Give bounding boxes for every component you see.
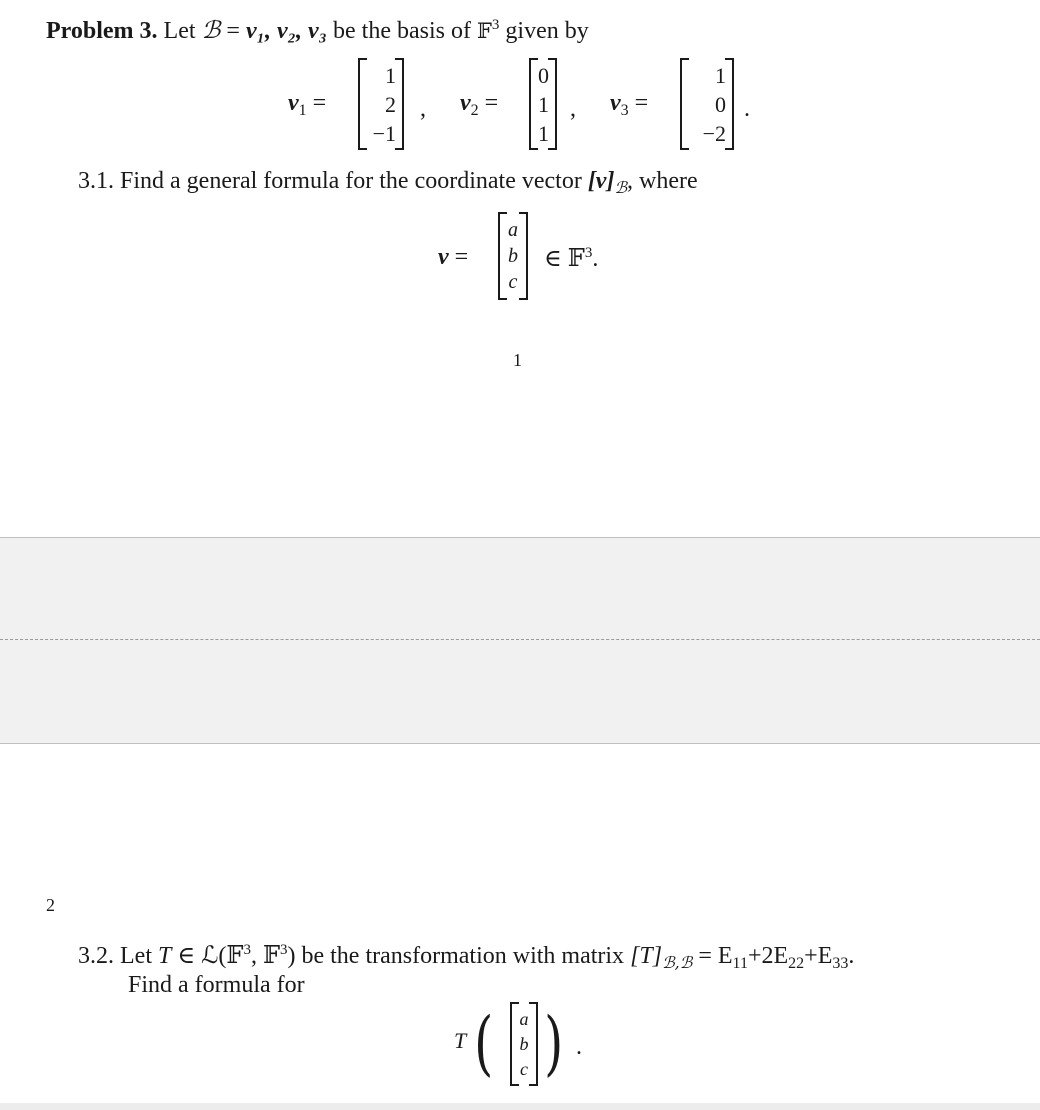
v3-vector [680, 58, 734, 150]
page-number: 2 [46, 895, 55, 915]
T-input-vector [510, 1002, 538, 1086]
basis-symbol: ℬ [201, 16, 221, 44]
bottom-edge [0, 1103, 1040, 1110]
part-3-1-text: 3.1. Find a general formula for the coordinate vector $[v]_ℬ$, where [78, 168, 698, 197]
v1-entry: 1 [385, 62, 396, 88]
v2-entry: 0 [538, 62, 549, 88]
page-divider [0, 639, 1040, 640]
part-3-2-line2: Find a formula for [128, 972, 305, 998]
v3-label: $v_3$ = [610, 90, 649, 119]
period: . [576, 1034, 582, 1060]
v-vector [498, 212, 528, 300]
left-paren: ( [474, 1002, 494, 1084]
v2-entry: 1 [538, 91, 549, 117]
period: . [744, 96, 750, 122]
v2-vector [529, 58, 557, 150]
v3-entry: −2 [702, 120, 726, 146]
problem-statement: Problem 3. Let ℬ = v₁, v₂, v₃ be the basis of 𝔽$^3$ given by [46, 16, 589, 44]
matrix-label: [T] [630, 943, 663, 969]
field-symbol: 𝔽 [476, 19, 492, 43]
v-entry: a [508, 219, 518, 241]
comma: , [420, 96, 426, 122]
vector-entry: c [520, 1058, 528, 1079]
vector-entry: b [519, 1033, 529, 1054]
v2-entry: 1 [538, 120, 549, 146]
v3-entry: 0 [715, 91, 726, 117]
v1-entry: −1 [372, 120, 396, 146]
v1-entry: 2 [385, 91, 396, 117]
right-paren: ) [544, 1002, 564, 1084]
v2-label: $v_2$ = [460, 90, 499, 119]
page-number: 1 [513, 350, 522, 370]
coordinate-vector: [v] [587, 168, 615, 194]
page-break [0, 537, 1040, 744]
membership: ∈ 𝔽$^3$. [544, 245, 599, 272]
vector-entry: a [519, 1008, 529, 1029]
v-label: v = [438, 244, 469, 270]
v1-label: $v_1$ = [288, 90, 327, 119]
v1-vector [358, 58, 404, 150]
v3-entry: 1 [715, 62, 726, 88]
part-3-2-text: 3.2. Let T ∈ ℒ(𝔽$^3$, 𝔽$^3$) be the transformation with matrix $[T]_{ℬ,ℬ} = E_{11}+2E_{22}+E_{33}$. [78, 942, 855, 972]
v-entry: c [508, 271, 518, 293]
basis-vectors: v₁, v₂, v₃ [245, 18, 328, 44]
v-entry: b [508, 245, 518, 267]
T-symbol: T [454, 1028, 467, 1053]
comma: , [570, 96, 576, 122]
problem-label: Problem 3. [46, 18, 158, 44]
